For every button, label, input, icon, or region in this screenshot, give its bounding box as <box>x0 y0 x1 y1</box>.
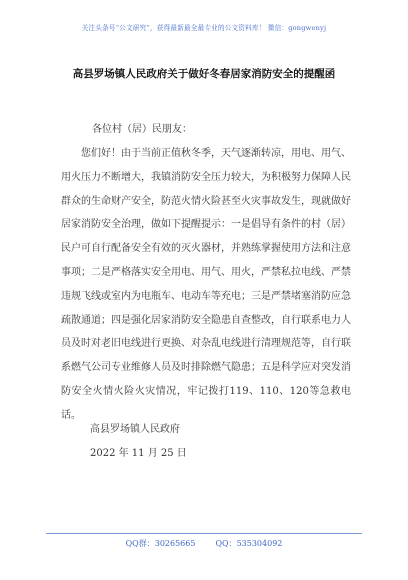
footer-qq-contact: QQ：535304092 <box>215 539 283 548</box>
header-banner: 关注头条号“公文研究”，获得最新最全最专业的公文资料库！ 微信：gongwenyj <box>81 24 327 32</box>
salutation: 各位村（居）民朋友： <box>92 124 192 135</box>
body-paragraph: 您们好！由于当前正值秋冬季，天气逐渐转凉，用电、用气、用火压力不断增大，我镇消防安全压力较大，为积极努力保障人民群众的生命财产安全，防范火情火险甚至火灾事故发生，现就做好居家消防安全治理，做如下提醒提示：一是倡导有条件的村（居）民户可自行配备安全有效的灭火器材，并熟练掌握使用方法和注意事项；二是严格落实安全用电、用气、用火，严禁私拉电线、严禁违规飞线或室内为电瓶车、电动车等充电；三是严禁堵塞消防应急疏散通道；四是强化居家消防安全隐患自查整改，自行联系电力人员及时对老旧电线进行更换、对杂乱电线进行清理规范等，自行联系燃气公司专业维修人员及时排除燃气隐患；五是科学应对突发消防安全火情火险火灾情况，牢记拨打119、110、120等急救电话。 <box>61 148 351 421</box>
signature: 高县罗场镇人民政府 <box>90 424 180 435</box>
document-title: 高县罗场镇人民政府关于做好冬春居家消防安全的提醒函 <box>72 68 336 80</box>
footer <box>0 538 408 549</box>
footer-divider <box>46 533 362 534</box>
footer-qq-group: QQ群：30265665 <box>125 539 196 548</box>
document-date: 2022 年 11 月 25 日 <box>90 448 187 459</box>
